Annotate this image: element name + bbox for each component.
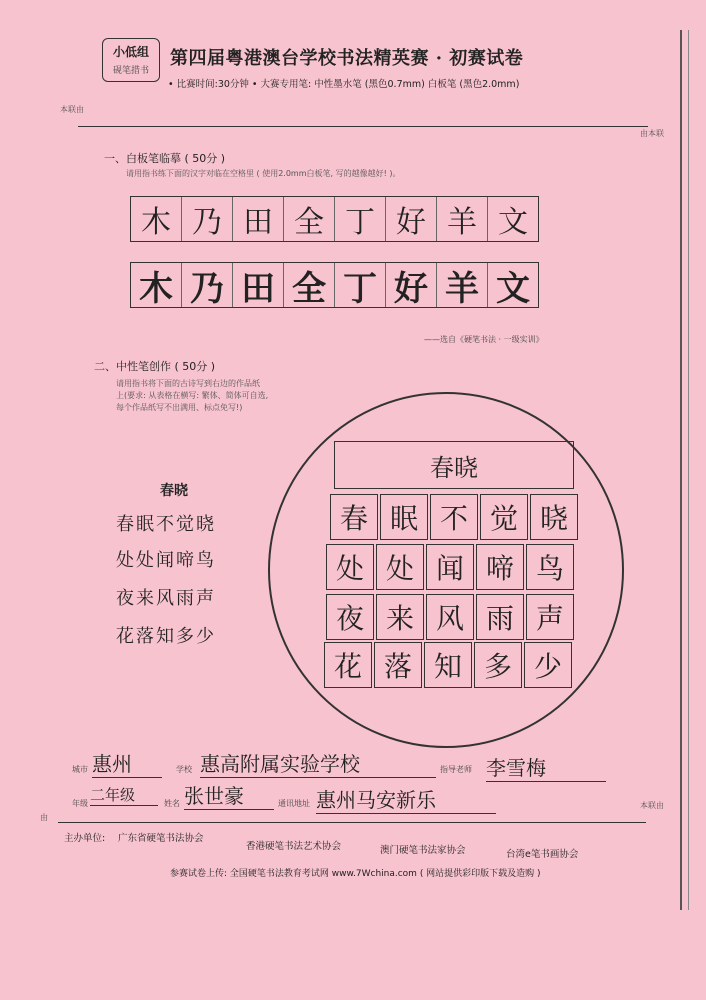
poem-line: 夜来风雨声 bbox=[116, 588, 216, 609]
poem-line: 处处闻啼鸟 bbox=[116, 550, 216, 571]
work-char: 声 bbox=[526, 594, 574, 640]
city-field[interactable]: 惠州 bbox=[92, 748, 162, 778]
work-char: 风 bbox=[426, 594, 474, 640]
written-char: 全 bbox=[284, 263, 335, 307]
footer-upload-note: 参赛试卷上传: 全国硬笔书法教育考试网 www.7Wchina.com ( 网站提供彩印版下载及造购 ) bbox=[170, 869, 541, 879]
model-char: 田 bbox=[233, 197, 284, 241]
section2-instruction-1: 请用指书将下面的古诗写到右边的作品纸 bbox=[116, 379, 260, 388]
exam-subtitle: • 比赛时间:30分钟 • 大赛专用笔: 中性墨水笔 (黑色0.7mm) 白板笔 (黑色2.0mm) bbox=[168, 79, 520, 90]
work-char: 处 bbox=[326, 544, 374, 590]
group-sub-label: 砚笔措书 bbox=[112, 66, 149, 76]
work-char: 闻 bbox=[426, 544, 474, 590]
work-char: 多 bbox=[474, 642, 522, 688]
organizer-item: 广东省硬笔书法协会 bbox=[118, 833, 204, 844]
teacher-field[interactable]: 李雪梅 bbox=[486, 752, 606, 782]
address-field[interactable]: 惠州马安新乐 bbox=[316, 784, 496, 814]
written-char: 丁 bbox=[335, 263, 386, 307]
written-char: 田 bbox=[233, 263, 284, 307]
city-label: 城市 bbox=[72, 765, 88, 774]
model-char: 羊 bbox=[437, 197, 488, 241]
work-char: 处 bbox=[376, 544, 424, 590]
exam-title: 第四届粤港澳台学校书法精英赛 · 初赛试卷 bbox=[170, 48, 524, 69]
work-char: 知 bbox=[424, 642, 472, 688]
work-row bbox=[330, 494, 580, 540]
poem-title: 春晓 bbox=[160, 483, 188, 499]
organizer-item: 台湾e笔书画协会 bbox=[506, 849, 579, 860]
work-char: 眠 bbox=[380, 494, 428, 540]
work-char: 觉 bbox=[480, 494, 528, 540]
header-rule bbox=[78, 126, 648, 127]
grade-label: 年级 bbox=[72, 799, 88, 808]
written-char: 羊 bbox=[437, 263, 488, 307]
section1-instruction: 请用指书练下面的汉字对临在空格里 ( 使用2.0mm白板笔, 写的越像越好! )。 bbox=[126, 169, 401, 178]
name-field[interactable]: 张世豪 bbox=[184, 780, 274, 810]
work-row bbox=[326, 594, 576, 640]
section1-heading: 一、白板笔临摹 ( 50分 ) bbox=[104, 152, 226, 165]
written-char-grid bbox=[130, 262, 539, 308]
model-char: 好 bbox=[386, 197, 437, 241]
grade-field[interactable]: 二年级 bbox=[90, 784, 158, 806]
margin-mark-right-top: 由本联 bbox=[640, 129, 664, 138]
work-char: 来 bbox=[376, 594, 424, 640]
school-label: 学校 bbox=[176, 765, 192, 774]
work-title: 春晓 bbox=[334, 441, 574, 489]
form-rule bbox=[58, 822, 646, 823]
written-char: 好 bbox=[386, 263, 437, 307]
model-char: 乃 bbox=[182, 197, 233, 241]
section2-heading: 二、中性笔创作 ( 50分 ) bbox=[94, 360, 216, 373]
model-char: 木 bbox=[131, 197, 182, 241]
work-row bbox=[326, 544, 576, 590]
work-char: 夜 bbox=[326, 594, 374, 640]
model-char-grid bbox=[130, 196, 539, 242]
model-char: 全 bbox=[284, 197, 335, 241]
work-char: 春 bbox=[330, 494, 378, 540]
work-char: 不 bbox=[430, 494, 478, 540]
group-label: 小低组 bbox=[112, 45, 149, 59]
work-char: 雨 bbox=[476, 594, 524, 640]
work-char: 晓 bbox=[530, 494, 578, 540]
group-badge bbox=[102, 38, 160, 82]
school-field[interactable]: 惠高附属实验学校 bbox=[200, 748, 436, 778]
address-label: 通讯地址 bbox=[278, 799, 310, 808]
written-char: 木 bbox=[131, 263, 182, 307]
model-char: 丁 bbox=[335, 197, 386, 241]
margin-mark-right-bottom: 本联由 bbox=[640, 801, 664, 810]
margin-mark-left-bottom: 由 bbox=[40, 813, 48, 822]
poem-line: 春眠不觉晓 bbox=[116, 514, 216, 535]
poem-line: 花落知多少 bbox=[116, 626, 216, 647]
section2-instruction-2: 上(要求: 从表格在横写: 繁体、简体可自选, bbox=[116, 391, 269, 400]
organizer-item: 香港硬笔书法艺术协会 bbox=[246, 841, 342, 852]
written-char: 乃 bbox=[182, 263, 233, 307]
written-char: 文 bbox=[496, 268, 530, 309]
organizers-label: 主办单位: bbox=[64, 833, 106, 844]
model-char: 文 bbox=[498, 205, 528, 240]
organizer-item: 澳门硬笔书法家协会 bbox=[380, 845, 466, 856]
work-char: 鸟 bbox=[526, 544, 574, 590]
citation: ——选自《硬笔书法 · 一级实训》 bbox=[424, 335, 544, 344]
work-char: 少 bbox=[524, 642, 572, 688]
teacher-label: 指导老师 bbox=[440, 765, 472, 774]
margin-mark-left-top: 本联由 bbox=[60, 105, 84, 114]
name-label: 姓名 bbox=[164, 799, 180, 808]
work-char: 花 bbox=[324, 642, 372, 688]
section2-instruction-3: 每个作品纸写不出满用、标点免写!) bbox=[116, 403, 243, 412]
work-char: 啼 bbox=[476, 544, 524, 590]
work-char: 落 bbox=[374, 642, 422, 688]
page-edge-shadow bbox=[680, 30, 689, 910]
work-row bbox=[324, 642, 574, 688]
